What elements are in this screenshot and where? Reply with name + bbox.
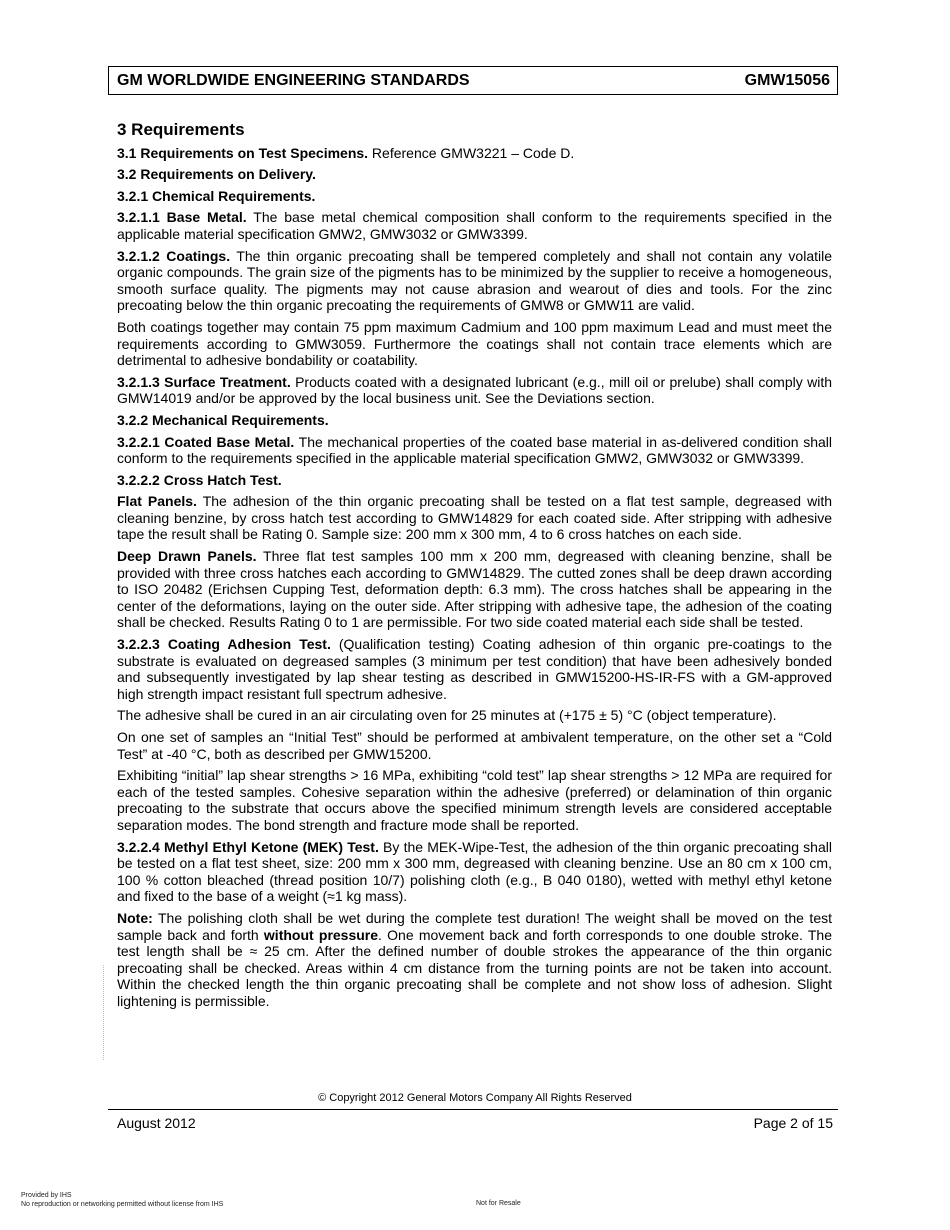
note-paragraph xyxy=(117,910,832,1010)
paragraph xyxy=(117,839,832,905)
clause-text: On one set of samples an “Initial Test” should be performed at ambivalent temperature, on the other set a “Cold Test” at -40 °C, both as described per GMW15200. xyxy=(117,729,832,762)
paragraph xyxy=(117,319,832,369)
paragraph xyxy=(117,767,832,833)
clause-label: 3.2.1.2 Coatings. xyxy=(117,247,231,264)
ihs-resale-notice: Not for Resale xyxy=(476,1200,521,1207)
clause-text: (Qualification testing) Coating adhesion of thin organic pre-coatings to the substrate is evaluated on degreased samples (3 minimum per test condition) that have been adhesively bonded and subsequently investigated by lap shear testing as described in GMW15200-HS-IR-FS with a GM-approved high strength impact resistant full spectrum adhesive. xyxy=(117,636,833,702)
clause-label: 3.2.1.1 Base Metal. xyxy=(117,209,247,226)
paragraph xyxy=(117,374,832,407)
footer-divider xyxy=(108,1109,838,1110)
paragraph xyxy=(117,166,832,183)
clause-text: The adhesion of the thin organic precoating shall be tested on a flat test sample, degreased with cleaning benzine, by cross hatch test according to GMW14829 for each coated side. After stripping with adhesive tape the result shall be Rating 0. Sample size: 200 mm x 300 mm, 4 to 6 cross hatches on each side. xyxy=(117,493,833,543)
paragraph xyxy=(117,188,832,205)
ihs-license-notice: No reproduction or networking permitted without license from IHS xyxy=(21,1201,224,1208)
clause-label: 3.2.2.1 Coated Base Metal. xyxy=(117,433,295,450)
paragraph xyxy=(117,434,832,467)
footer-page-number: Page 2 of 15 xyxy=(753,1115,833,1131)
paragraph xyxy=(117,248,832,314)
clause-text: By the MEK-Wipe-Test, the adhesion of the thin organic precoating shall be tested on a flat test sheet, size: 200 mm x 300 mm, degreased with cleaning benzine. Use an 80 cm x 100 cm, 100 % cotton bleached (thread position 10/7) polishing cloth (e.g., B 040 0180), wetted with methyl ethyl ketone and fixed to the base of a weight (≈1 kg mass). xyxy=(117,838,832,905)
clause-text: The mechanical properties of the coated base material in as-delivered condition shall conform to the requirements specified in the applicable material specification GMW2, GMW3032 or GMW3399. xyxy=(117,433,832,467)
section-title: 3 Requirements xyxy=(117,120,245,139)
clause-text: Reference GMW3221 – Code D. xyxy=(368,144,575,161)
clause-text: Three flat test samples 100 mm x 200 mm, degreased with cleaning benzine, shall be provided with three cross hatches each according to GMW14829. The cutted zones shall be deep drawn according to ISO 20482 (Erichsen Cupping Test, deformation depth: 6.3 mm). The cross hatches shall be appearing in the center of the deformations, laying on the outer side. After stripping with adhesive tape, the adhesion of the coating shall be checked. Results Rating 0 to 1 are permissible. For two side coated material each side shall be tested. xyxy=(117,548,833,631)
note-text: . One movement back and forth corresponds to one double stroke. The test length shall be ≈ 25 cm. After the defined number of double strokes the appearance of the thin organic precoating shall be checked. Areas within 4 cm distance from the turning points are not be taken into account. Within the checked length the thin organic precoating shall be complete and not show loss of adhesion. Slight lightening is permissible. xyxy=(117,926,833,1009)
clause-label: 3.2 Requirements on Delivery. xyxy=(117,166,316,183)
paragraph xyxy=(117,412,832,429)
paragraph xyxy=(117,209,832,242)
margin-marks xyxy=(103,965,107,1060)
clause-text: Exhibiting “initial” lap shear strengths > 16 MPa, exhibiting “cold test” lap shear strengths > 12 MPa are required for each of the tested samples. Cohesive separation within the adhesive (preferred) or delamination of thin organic precoating to the substrate that occurs above the specified minimum strength levels are considered acceptable separation modes. The bond strength and fracture mode shall be reported. xyxy=(117,767,832,833)
note-label: Note: xyxy=(117,909,153,926)
clause-label: 3.2.2 Mechanical Requirements. xyxy=(117,411,329,428)
ihs-notice xyxy=(21,1191,223,1209)
document-header xyxy=(108,66,838,95)
note-text: The polishing cloth shall be wet during the complete test duration! The weight shall be moved on the test sample back and forth xyxy=(117,909,832,943)
clause-label: 3.1 Requirements on Test Specimens. xyxy=(117,144,369,161)
clause-label: Flat Panels. xyxy=(117,493,197,510)
header-title: GM WORLDWIDE ENGINEERING STANDARDS xyxy=(117,71,470,89)
paragraph xyxy=(117,729,832,762)
clause-label: 3.2.2.2 Cross Hatch Test. xyxy=(117,471,282,488)
clause-label: 3.2.2.3 Coating Adhesion Test. xyxy=(117,636,331,653)
copyright-notice: © Copyright 2012 General Motors Company All Rights Reserved xyxy=(318,1092,632,1104)
paragraph xyxy=(117,472,832,489)
ihs-provided-by: Provided by IHS xyxy=(21,1192,72,1199)
clause-text: The adhesive shall be cured in an air circulating oven for 25 minutes at (+175 ± 5) °C (object temperature). xyxy=(117,707,777,724)
header-doc-number: GMW15056 xyxy=(744,71,830,89)
document-body xyxy=(117,122,832,1015)
clause-text: Both coatings together may contain 75 ppm maximum Cadmium and 100 ppm maximum Lead and must meet the requirements according to GMW3059. Furthermore the coatings shall not contain trace elements which are detrimental to adhesive bondability or coatability. xyxy=(117,318,832,369)
paragraph xyxy=(117,145,832,162)
paragraph xyxy=(117,707,832,724)
paragraph xyxy=(117,636,832,702)
clause-label: 3.2.1.3 Surface Treatment. xyxy=(117,373,291,390)
clause-text: The base metal chemical composition shall conform to the requirements specified in the applicable material specification GMW2, GMW3032 or GMW3399. xyxy=(117,209,832,242)
paragraph xyxy=(117,493,832,543)
clause-label: 3.2.1 Chemical Requirements. xyxy=(117,187,316,204)
clause-text: The thin organic precoating shall be tempered completely and shall not contain any volatile organic compounds. The grain size of the pigments has to be minimized by the supplier to receive a homogeneous, smooth surface quality. The pigments may not cause abrasion and wearout of dies and tools. For the zinc precoating below the thin organic precoating the requirements of GMW8 or GMW11 are valid. xyxy=(117,247,833,314)
clause-text: Products coated with a designated lubricant (e.g., mill oil or prelube) shall comply with GMW14019 and/or be approved by the local business unit. See the Deviations section. xyxy=(117,373,832,407)
footer-date: August 2012 xyxy=(117,1115,196,1131)
clause-label: Deep Drawn Panels. xyxy=(117,548,257,565)
clause-label: 3.2.2.4 Methyl Ethyl Ketone (MEK) Test. xyxy=(117,838,379,855)
note-emphasis: without pressure xyxy=(263,926,379,943)
paragraph xyxy=(117,548,832,631)
